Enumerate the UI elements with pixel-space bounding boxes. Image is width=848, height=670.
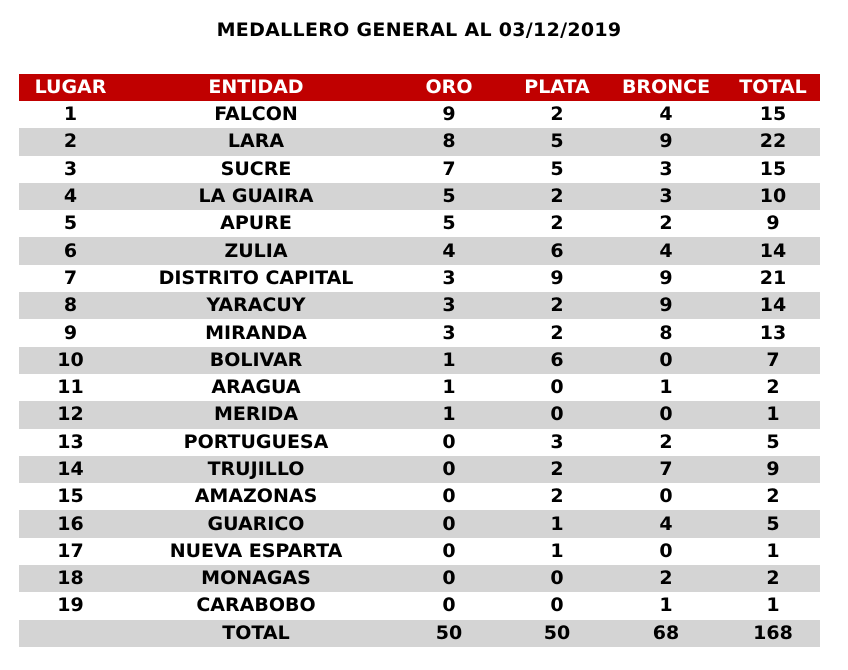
bronce-cell: 2 <box>606 210 726 237</box>
total-cell: 15 <box>726 101 820 128</box>
lugar-cell: 10 <box>19 347 122 374</box>
plata-cell: 9 <box>508 265 606 292</box>
plata-cell: 3 <box>508 429 606 456</box>
oro-cell: 1 <box>390 374 508 401</box>
total-cell: 2 <box>726 374 820 401</box>
total-cell: 9 <box>726 456 820 483</box>
plata-cell: 5 <box>508 128 606 155</box>
total-cell: 22 <box>726 128 820 155</box>
bronce-cell: 2 <box>606 429 726 456</box>
plata-cell: 6 <box>508 237 606 264</box>
oro-cell: 0 <box>390 429 508 456</box>
oro-cell: 0 <box>390 565 508 592</box>
entidad-cell: ARAGUA <box>122 374 390 401</box>
lugar-cell: 11 <box>19 374 122 401</box>
lugar-cell: 14 <box>19 456 122 483</box>
entidad-cell: GUARICO <box>122 510 390 537</box>
total-cell: 15 <box>726 156 820 183</box>
oro-cell: 9 <box>390 101 508 128</box>
total-cell: 10 <box>726 183 820 210</box>
table-row <box>19 183 820 210</box>
plata-cell: 2 <box>508 483 606 510</box>
header-row <box>19 74 820 101</box>
table-row <box>19 101 820 128</box>
entidad-cell: MERIDA <box>122 401 390 428</box>
lugar-cell: 7 <box>19 265 122 292</box>
total-cell: 1 <box>726 401 820 428</box>
lugar-cell: 12 <box>19 401 122 428</box>
bronce-cell: 1 <box>606 374 726 401</box>
lugar-cell: 6 <box>19 237 122 264</box>
entidad-cell: TRUJILLO <box>122 456 390 483</box>
column-header-bronce: BRONCE <box>606 74 726 101</box>
oro-cell: 5 <box>390 210 508 237</box>
plata-cell: 2 <box>508 210 606 237</box>
oro-cell: 5 <box>390 183 508 210</box>
oro-cell: 0 <box>390 483 508 510</box>
table-row <box>19 483 820 510</box>
total-cell: 2 <box>726 565 820 592</box>
column-header-total: TOTAL <box>726 74 820 101</box>
oro-cell: 7 <box>390 156 508 183</box>
total-cell: 9 <box>726 210 820 237</box>
bronce-cell: 4 <box>606 237 726 264</box>
lugar-cell: 9 <box>19 319 122 346</box>
lugar-cell: 13 <box>19 429 122 456</box>
page-title: MEDALLERO GENERAL AL 03/12/2019 <box>216 19 622 41</box>
plata-cell: 5 <box>508 156 606 183</box>
table-row <box>19 538 820 565</box>
totals-total: 168 <box>726 620 820 647</box>
table-row <box>19 429 820 456</box>
totals-row <box>19 620 820 647</box>
total-cell: 1 <box>726 538 820 565</box>
column-header-plata: PLATA <box>508 74 606 101</box>
bronce-cell: 9 <box>606 265 726 292</box>
oro-cell: 0 <box>390 510 508 537</box>
table-row <box>19 265 820 292</box>
bronce-cell: 3 <box>606 156 726 183</box>
oro-cell: 1 <box>390 401 508 428</box>
entidad-cell: SUCRE <box>122 156 390 183</box>
table-row <box>19 156 820 183</box>
table-row <box>19 319 820 346</box>
bronce-cell: 0 <box>606 538 726 565</box>
bronce-cell: 9 <box>606 128 726 155</box>
entidad-cell: NUEVA ESPARTA <box>122 538 390 565</box>
table-header <box>19 74 820 101</box>
totals-plata: 50 <box>508 620 606 647</box>
lugar-cell: 17 <box>19 538 122 565</box>
entidad-cell: YARACUY <box>122 292 390 319</box>
oro-cell: 0 <box>390 538 508 565</box>
table-footer <box>19 620 820 647</box>
medal-table <box>19 74 820 647</box>
table-row <box>19 128 820 155</box>
bronce-cell: 9 <box>606 292 726 319</box>
table-row <box>19 374 820 401</box>
total-cell: 2 <box>726 483 820 510</box>
totals-bronce: 68 <box>606 620 726 647</box>
oro-cell: 8 <box>390 128 508 155</box>
table-row <box>19 565 820 592</box>
bronce-cell: 1 <box>606 592 726 619</box>
entidad-cell: LA GUAIRA <box>122 183 390 210</box>
oro-cell: 3 <box>390 265 508 292</box>
lugar-cell: 1 <box>19 101 122 128</box>
entidad-cell: CARABOBO <box>122 592 390 619</box>
total-cell: 7 <box>726 347 820 374</box>
bronce-cell: 4 <box>606 510 726 537</box>
lugar-cell: 4 <box>19 183 122 210</box>
table-body <box>19 101 820 620</box>
bronce-cell: 8 <box>606 319 726 346</box>
plata-cell: 0 <box>508 565 606 592</box>
entidad-cell: APURE <box>122 210 390 237</box>
column-header-oro: ORO <box>390 74 508 101</box>
total-cell: 5 <box>726 429 820 456</box>
entidad-cell: FALCON <box>122 101 390 128</box>
total-cell: 14 <box>726 237 820 264</box>
oro-cell: 3 <box>390 292 508 319</box>
total-cell: 21 <box>726 265 820 292</box>
entidad-cell: BOLIVAR <box>122 347 390 374</box>
plata-cell: 2 <box>508 183 606 210</box>
bronce-cell: 4 <box>606 101 726 128</box>
totals-label: TOTAL <box>122 620 390 647</box>
column-header-lugar: LUGAR <box>19 74 122 101</box>
plata-cell: 1 <box>508 538 606 565</box>
lugar-cell: 16 <box>19 510 122 537</box>
table-row <box>19 592 820 619</box>
lugar-cell: 19 <box>19 592 122 619</box>
lugar-cell: 2 <box>19 128 122 155</box>
plata-cell: 0 <box>508 401 606 428</box>
plata-cell: 1 <box>508 510 606 537</box>
total-cell: 5 <box>726 510 820 537</box>
entidad-cell: LARA <box>122 128 390 155</box>
bronce-cell: 2 <box>606 565 726 592</box>
total-cell: 14 <box>726 292 820 319</box>
lugar-cell: 3 <box>19 156 122 183</box>
entidad-cell: PORTUGUESA <box>122 429 390 456</box>
table-row <box>19 456 820 483</box>
bronce-cell: 7 <box>606 456 726 483</box>
bronce-cell: 0 <box>606 483 726 510</box>
lugar-cell: 15 <box>19 483 122 510</box>
oro-cell: 0 <box>390 592 508 619</box>
totals-oro: 50 <box>390 620 508 647</box>
plata-cell: 2 <box>508 292 606 319</box>
entidad-cell: MIRANDA <box>122 319 390 346</box>
lugar-cell: 8 <box>19 292 122 319</box>
oro-cell: 0 <box>390 456 508 483</box>
plata-cell: 2 <box>508 319 606 346</box>
plata-cell: 2 <box>508 101 606 128</box>
entidad-cell: DISTRITO CAPITAL <box>122 265 390 292</box>
oro-cell: 4 <box>390 237 508 264</box>
column-header-entidad: ENTIDAD <box>122 74 390 101</box>
plata-cell: 2 <box>508 456 606 483</box>
lugar-cell: 5 <box>19 210 122 237</box>
oro-cell: 3 <box>390 319 508 346</box>
total-cell: 13 <box>726 319 820 346</box>
table-row <box>19 292 820 319</box>
oro-cell: 1 <box>390 347 508 374</box>
table-row <box>19 210 820 237</box>
table-row <box>19 347 820 374</box>
bronce-cell: 0 <box>606 347 726 374</box>
table-row <box>19 237 820 264</box>
lugar-cell: 18 <box>19 565 122 592</box>
table-row <box>19 510 820 537</box>
plata-cell: 0 <box>508 374 606 401</box>
entidad-cell: ZULIA <box>122 237 390 264</box>
plata-cell: 6 <box>508 347 606 374</box>
table-row <box>19 401 820 428</box>
total-cell: 1 <box>726 592 820 619</box>
plata-cell: 0 <box>508 592 606 619</box>
totals-lugar-cell <box>19 620 122 647</box>
bronce-cell: 3 <box>606 183 726 210</box>
entidad-cell: AMAZONAS <box>122 483 390 510</box>
bronce-cell: 0 <box>606 401 726 428</box>
entidad-cell: MONAGAS <box>122 565 390 592</box>
